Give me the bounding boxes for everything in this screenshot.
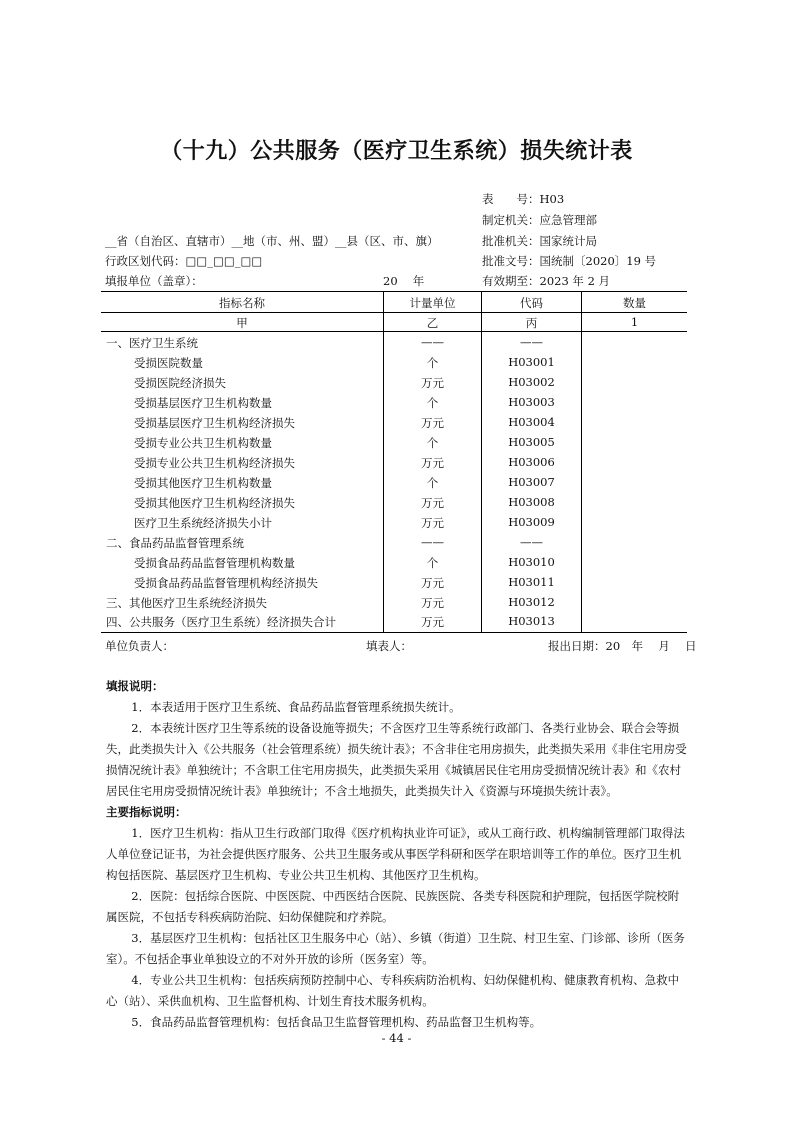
row-code: H03009 <box>508 515 555 529</box>
row-indicator-name: 受损食品药品监督管理机构经济损失 <box>134 576 318 590</box>
row-code: H03003 <box>508 395 555 409</box>
row-indicator-name: 受损专业公共卫生机构经济损失 <box>134 456 295 470</box>
row-indicator-name: 二、食品药品监督管理系统 <box>106 536 244 550</box>
row-indicator-name: 受损基层医疗卫生机构经济损失 <box>134 416 295 430</box>
row-unit: 个 <box>426 476 439 490</box>
row-indicator-name: 受损食品药品监督管理机构数量 <box>134 556 295 570</box>
definitions-heading: 主要指标说明： <box>106 805 187 819</box>
row-unit: —— <box>421 335 444 349</box>
instructions-heading: 填报说明： <box>106 679 164 693</box>
column-header-quantity: 数量 <box>623 296 646 310</box>
row-indicator-name: 受损基层医疗卫生机构数量 <box>134 396 272 410</box>
notes-section <box>106 676 688 1033</box>
definition-item: 4．专业公共卫生机构：包括疾病预防控制中心、专科疾病防治机构、妇幼保健机构、健康教育机构、急救中心（站）、采供血机构、卫生监督机构、计划生育技术服务机构。 <box>106 973 680 1008</box>
subheader-divider <box>101 331 687 332</box>
region-code: 行政区划代码：□□_□□_□□ <box>105 254 263 268</box>
column-header-indicator: 指标名称 <box>219 296 265 310</box>
row-code: H03001 <box>508 355 555 369</box>
instruction-item: 2．本表统计医疗卫生等系统的设备设施等损失；不含医疗卫生等系统行政部门、各类行业协会、联合会等损失，此类损失计入《公共服务（社会管理系统）损失统计表》；不含非住宅用房损失，此类损失采用《非住宅用房受损情况统计表》单独统计；不含职工住宅用房损失，此类损失采用《城镇居民住宅用房受损情况统计表》和《农村居民住宅用房受损情况统计表》单独统计；不含土地损失，此类损失计入《资源与环境损失统计表》。 <box>106 721 687 798</box>
valid-until: 有效期至：2023 年 2 月 <box>482 274 611 288</box>
region-line: __省（自治区、直辖市）__地（市、州、盟）__县（区、市、旗） <box>105 234 439 248</box>
row-unit: 个 <box>426 356 439 370</box>
row-code: —— <box>520 335 543 349</box>
definition-item: 3．基层医疗卫生机构：包括社区卫生服务中心（站）、乡镇（街道）卫生院、村卫生室、门诊部、诊所（医务室）。不包括企事业单独设立的不对外开放的诊所（医务室）等。 <box>106 931 685 966</box>
row-indicator-name: 受损医院经济损失 <box>134 376 226 390</box>
made-by-authority: 制定机关：应急管理部 <box>482 213 597 227</box>
form-filler-label: 填表人： <box>366 639 412 653</box>
unit-responsible-label: 单位负责人： <box>105 639 174 653</box>
row-code: H03004 <box>508 415 555 429</box>
row-code: H03008 <box>508 495 555 509</box>
report-year: 20 年 <box>383 274 425 288</box>
report-date-label: 报出日期：20 年 月 日 <box>548 639 697 653</box>
row-indicator-name: 四、公共服务（医疗卫生系统）经济损失合计 <box>106 615 336 629</box>
row-code: H03007 <box>508 475 555 489</box>
row-unit: —— <box>421 535 444 549</box>
row-unit: 个 <box>426 436 439 450</box>
row-indicator-name: 医疗卫生系统经济损失小计 <box>134 516 272 530</box>
subheader-quantity: 1 <box>630 315 639 329</box>
form-number: 表 号：H03 <box>482 192 565 206</box>
row-unit: 万元 <box>421 596 444 610</box>
row-unit: 万元 <box>421 376 444 390</box>
subheader-unit: 乙 <box>426 316 439 330</box>
row-code: H03005 <box>508 435 555 449</box>
row-code: H03010 <box>508 555 555 569</box>
row-unit: 万元 <box>421 416 444 430</box>
column-header-code: 代码 <box>520 296 543 310</box>
row-unit: 万元 <box>421 516 444 530</box>
row-unit: 个 <box>426 396 439 410</box>
definition-item: 2．医院：包括综合医院、中医医院、中西医结合医院、民族医院、各类专科医院和护理院，包括医学院校附属医院，不包括专科疾病防治院、妇幼保健院和疗养院。 <box>106 889 680 924</box>
row-unit: 万元 <box>421 456 444 470</box>
definition-item: 5．食品药品监督管理机构：包括食品卫生监督管理机构、药品监督卫生机构等。 <box>131 1015 542 1029</box>
approval-document-number: 批准文号：国统制〔2020〕19 号 <box>482 254 657 268</box>
table-top-border <box>101 291 687 292</box>
filler-unit-label: 填报单位（盖章）： <box>105 274 203 288</box>
column-divider <box>581 291 582 632</box>
header-divider <box>101 312 687 313</box>
instruction-item: 1．本表适用于医疗卫生系统、食品药品监督管理系统损失统计。 <box>131 700 461 714</box>
row-unit: 万元 <box>421 496 444 510</box>
row-unit: 万元 <box>421 615 444 629</box>
row-code: —— <box>520 535 543 549</box>
subheader-code: 丙 <box>525 316 538 330</box>
row-indicator-name: 三、其他医疗卫生系统经济损失 <box>106 596 267 610</box>
row-code: H03006 <box>508 455 555 469</box>
row-code: H03011 <box>508 575 555 589</box>
row-code: H03012 <box>508 595 555 609</box>
row-indicator-name: 一、医疗卫生系统 <box>106 336 198 350</box>
row-indicator-name: 受损其他医疗卫生机构经济损失 <box>134 496 295 510</box>
definition-item: 1．医疗卫生机构：指从卫生行政部门取得《医疗机构执业许可证》，或从工商行政、机构编制管理部门取得法人单位登记证书，为社会提供医疗服务、公共卫生服务或从事医学科研和医学在职培训等工作的单位。医疗卫生机构包括医院、基层医疗卫生机构、专业公共卫生机构、其他医疗卫生机构。 <box>106 826 685 882</box>
page-number: - 44 - <box>381 1031 412 1045</box>
row-unit: 万元 <box>421 576 444 590</box>
page-title: （十九）公共服务（医疗卫生系统）损失统计表 <box>160 139 633 164</box>
row-unit: 个 <box>426 556 439 570</box>
table-bottom-border <box>101 632 687 633</box>
approved-by-authority: 批准机关：国家统计局 <box>482 234 597 248</box>
row-code: H03002 <box>508 375 555 389</box>
column-header-unit: 计量单位 <box>409 296 456 310</box>
row-indicator-name: 受损其他医疗卫生机构数量 <box>134 476 272 490</box>
row-code: H03013 <box>508 614 555 628</box>
row-indicator-name: 受损医院数量 <box>134 356 203 370</box>
row-indicator-name: 受损专业公共卫生机构数量 <box>134 436 272 450</box>
subheader-indicator: 甲 <box>236 316 248 330</box>
